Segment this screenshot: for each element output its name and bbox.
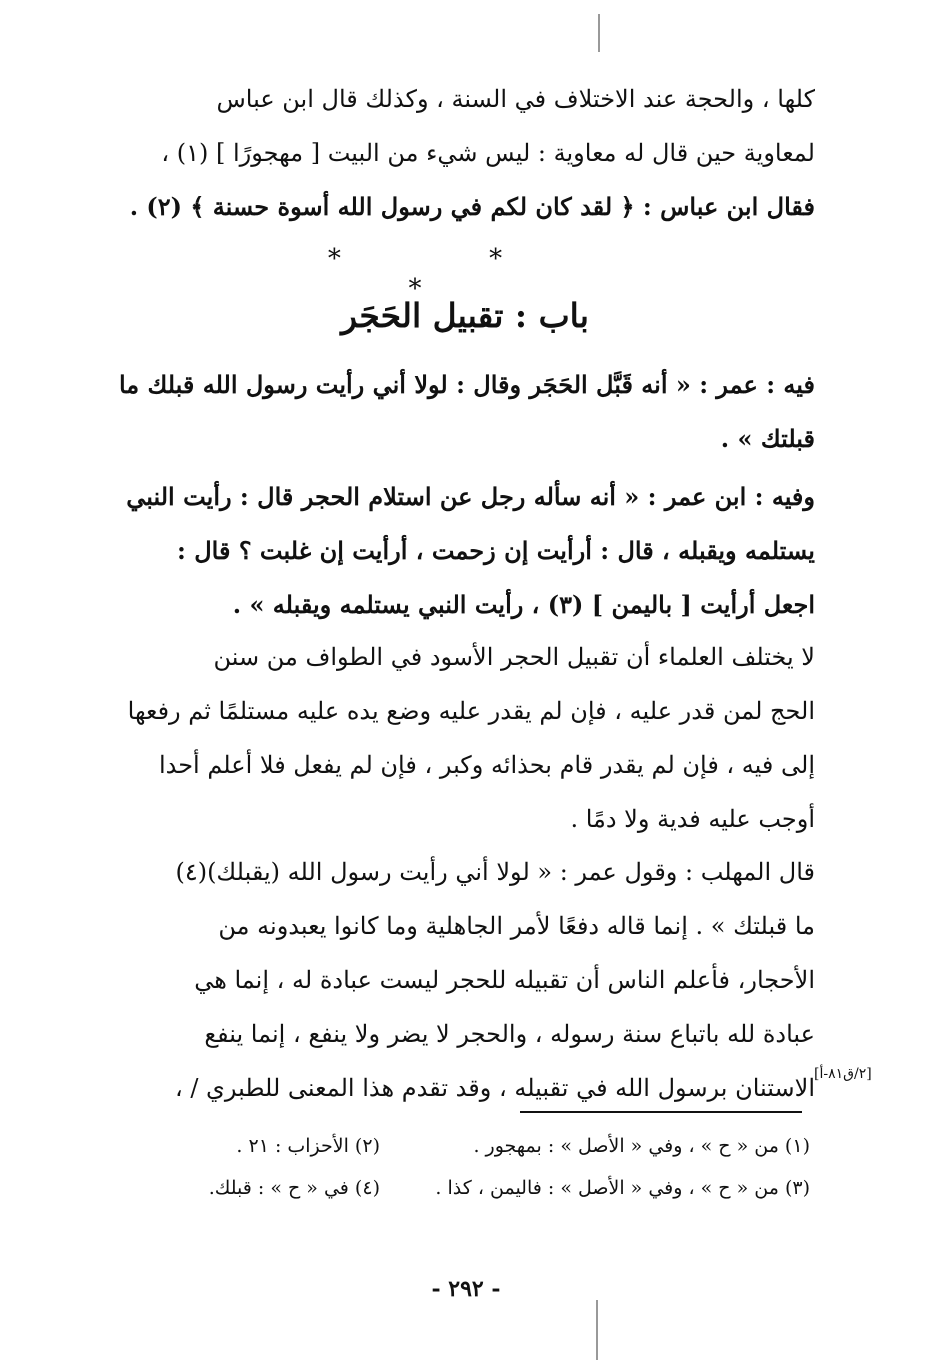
text-line: يستلمه ويقبله ، قال : أرأيت إن زحمت ، أرأيت إن غلبت ؟ قال :: [177, 536, 815, 565]
text-line: ما قبلتك » . إنما قاله دفعًا لأمر الجاهلية وما كانوا يعبدونه من: [218, 912, 815, 940]
muhallab-paragraph: [110, 845, 815, 1115]
scan-artifact: [598, 14, 600, 52]
text-line: قبلتك » .: [720, 424, 815, 453]
text-line: لا يختلف العلماء أن تقبيل الحجر الأسود في الطواف من سنن: [213, 643, 815, 671]
manuscript-folio-note: [٢/ق٨١-أ]: [814, 1066, 872, 1082]
scan-artifact: [596, 1300, 598, 1360]
text-line: الاستنان برسول الله في تقبيله ، وقد تقدم هذا المعنى للطبري / ،: [174, 1074, 815, 1102]
footnote: (٣) من « ح » ، وفي « الأصل » : فاليمن ، كذا .: [435, 1177, 810, 1199]
commentary-paragraph: [110, 630, 815, 846]
section-separator: * * *: [327, 244, 573, 304]
text-line: أوجب عليه فدية ولا دمًا .: [570, 805, 815, 833]
hadith-umar: [110, 358, 815, 466]
text-line: الحج لمن قدر عليه ، فإن لم يقدر عليه وضع يده عليه مستلمًا ثم رفعها: [127, 697, 815, 725]
footnote: (٢) الأحزاب : ٢١ .: [236, 1135, 380, 1157]
hadith-ibn-umar: [110, 470, 815, 632]
text-line: عبادة لله باتباع سنة رسوله ، والحجر لا يضر ولا ينفع ، إنما ينفع: [204, 1020, 815, 1048]
chapter-title: باب : تقبيل الحَجَر: [341, 296, 589, 335]
footnote-row: [120, 1177, 810, 1217]
footnote: (١) من « ح » ، وفي « الأصل » : بمهجور .: [473, 1135, 810, 1157]
text-line: لمعاوية حين قال له معاوية : ليس شيء من البيت [ مهجورًا ] (١) ،: [161, 139, 815, 167]
footnote: (٤) في « ح » : قبلك.: [208, 1177, 380, 1199]
text-line: اجعل أرأيت [ باليمن ] (٣) ، رأيت النبي يستلمه ويقبله » .: [232, 590, 815, 619]
footnote-divider: [520, 1111, 802, 1113]
text-line: فقال ابن عباس : ﴿ لقد كان لكم في رسول الله أسوة حسنة ﴾ (٢) .: [129, 192, 815, 221]
top-paragraph: [110, 72, 815, 234]
text-line: فيه : عمر : « أنه قَبَّل الحَجَر وقال : لولا أني رأيت رسول الله قبلك ما: [118, 370, 815, 399]
footnote-row: [120, 1135, 810, 1175]
text-line: قال المهلب : وقول عمر : « لولا أني رأيت رسول الله (يقبلك)(٤): [175, 858, 815, 886]
page-number: - ٢٩٢ -: [431, 1276, 501, 1302]
text-line: كلها ، والحجة عند الاختلاف في السنة ، وكذلك قال ابن عباس: [216, 85, 815, 113]
text-line: إلى فيه ، فإن لم يقدر قام بحذائه وكبر ، فإن لم يفعل فلا أعلم أحدا: [158, 751, 815, 779]
text-line: وفيه : ابن عمر : « أنه سأله رجل عن استلام الحجر قال : رأيت النبي: [126, 482, 815, 511]
text-line: الأحجار، فأعلم الناس أن تقبيله للحجر ليست عبادة له ، إنما هي: [194, 966, 815, 994]
